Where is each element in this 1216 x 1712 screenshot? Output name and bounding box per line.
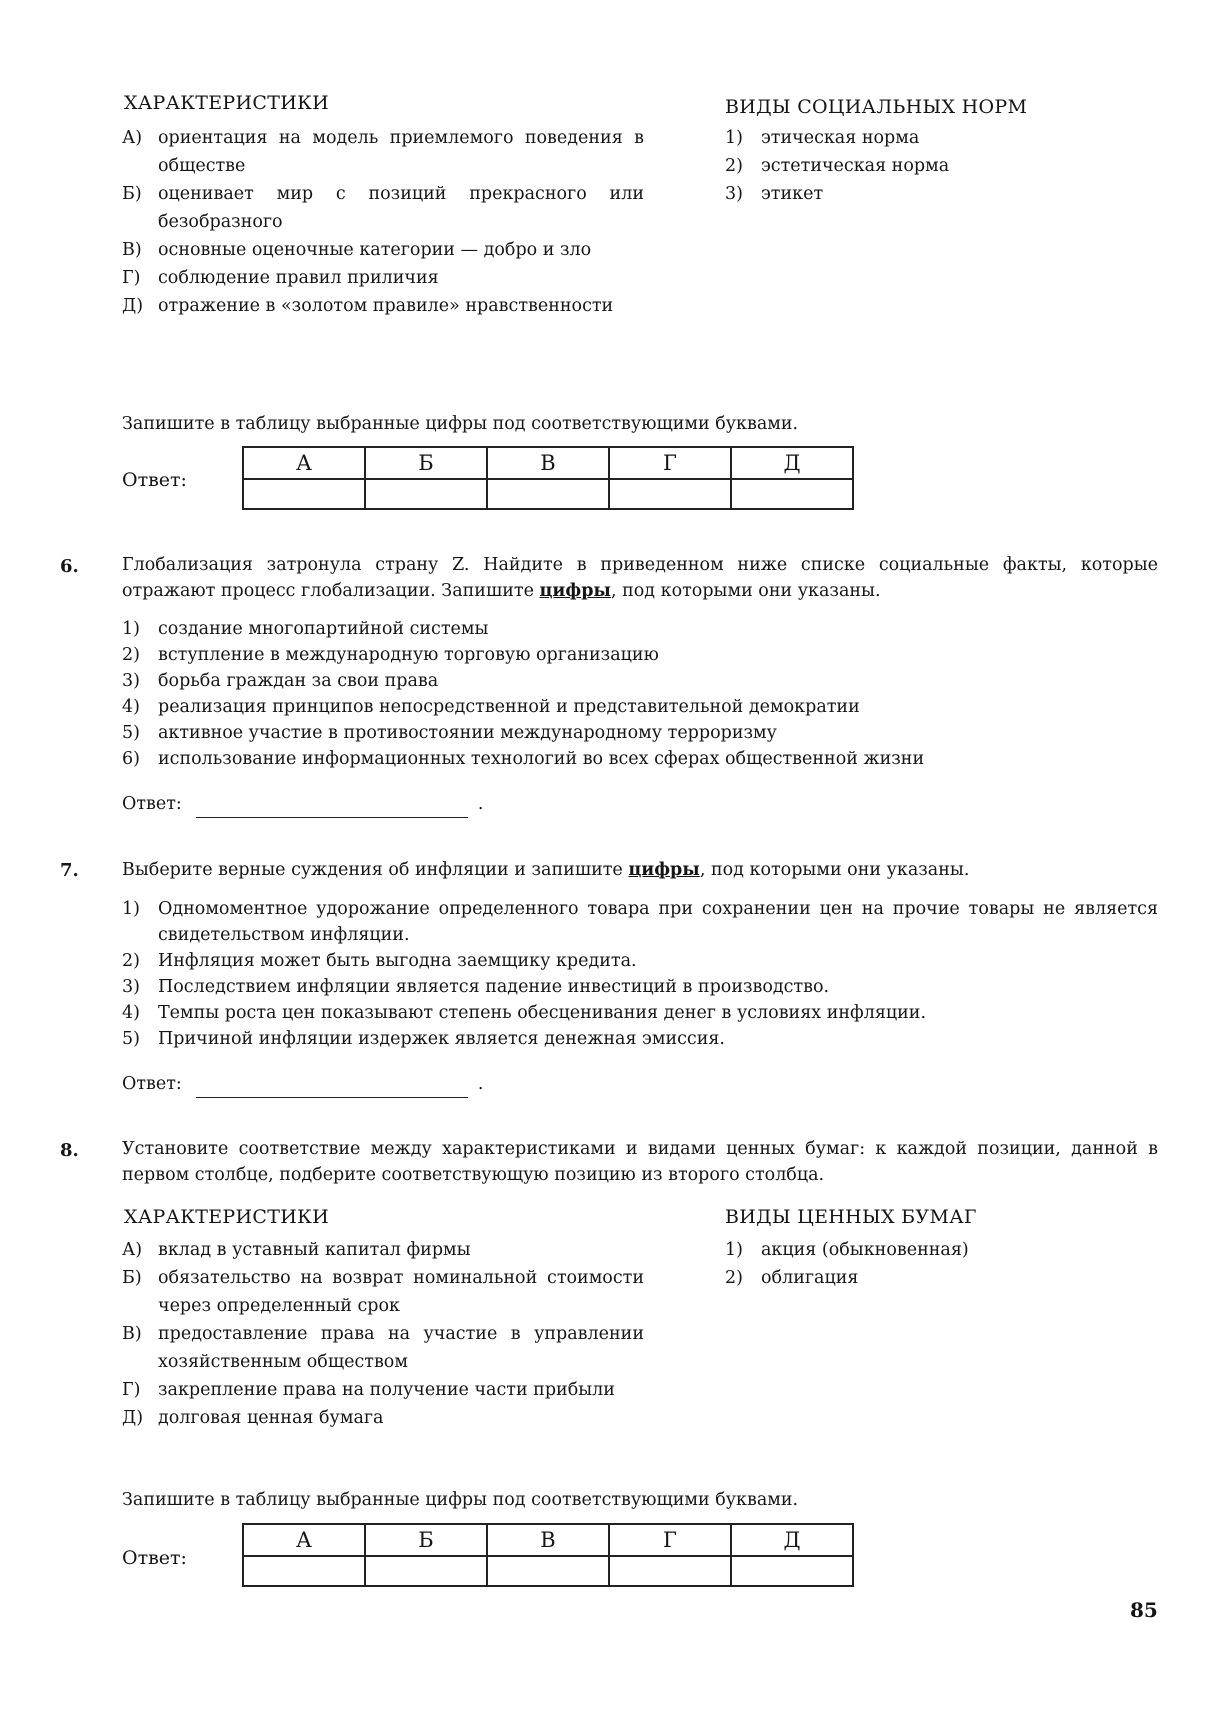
- answer-cell[interactable]: [365, 479, 487, 509]
- list-item: А) вклад в уставный капитал фирмы: [122, 1240, 471, 1260]
- task7-answer-row: Ответ: .: [122, 1070, 483, 1098]
- answer-cell[interactable]: [487, 479, 609, 509]
- task7-number: 7.: [60, 860, 79, 881]
- task6-question: Глобализация затронула страну Z. Найдите в приведенном ниже списке социальные факты, которые отражают процесс глобализации. Запишите цифры, под которыми они указаны.: [122, 555, 1158, 601]
- answer-cell[interactable]: [243, 1556, 365, 1586]
- answer-letter: Г: [609, 1524, 731, 1556]
- list-item: 5) Причиной инфляции издержек является денежная эмиссия.: [122, 1029, 725, 1049]
- list-item: Д) долговая ценная бумага: [122, 1408, 384, 1428]
- answer-cell[interactable]: [365, 1556, 487, 1586]
- task5-instruction: Запишите в таблицу выбранные цифры под соответствующими буквами.: [122, 414, 799, 434]
- list-item: Г) закрепление права на получение части прибыли: [122, 1380, 615, 1400]
- list-item: Г) соблюдение правил приличия: [122, 268, 439, 288]
- list-item: Б) оценивает мир с позиций прекрасного или безобразного: [122, 184, 644, 232]
- list-item: 6) использование информационных технологий во всех сферах общественной жизни: [122, 749, 925, 769]
- task8-number: 8.: [60, 1140, 79, 1161]
- answer-cell[interactable]: [609, 1556, 731, 1586]
- answer-letter: Д: [731, 1524, 853, 1556]
- task7-answer-label: Ответ:: [122, 1074, 182, 1094]
- task5-answer-label: Ответ:: [122, 469, 187, 491]
- answer-letter: В: [487, 447, 609, 479]
- task5-characteristics-list: [122, 124, 644, 320]
- task6-answer-label: Ответ:: [122, 794, 182, 814]
- answer-letter: Д: [731, 447, 853, 479]
- list-item: А) ориентация на модель приемлемого поведения в обществе: [122, 128, 644, 176]
- task8-right-heading: ВИДЫ ЦЕННЫХ БУМАГ: [725, 1206, 977, 1228]
- task8-answer-label: Ответ:: [122, 1547, 187, 1569]
- task7-options-list: [122, 896, 1158, 1052]
- list-item: 1) этическая норма: [725, 128, 920, 148]
- list-item: 1) Одномоментное удорожание определенного товара при сохранении цен на прочие товары не является свидетельством инфляции.: [122, 899, 1158, 945]
- task5-types-list: [725, 124, 1145, 208]
- task6-answer-row: Ответ: .: [122, 790, 483, 818]
- task8-types-list: [725, 1236, 1145, 1292]
- answer-letter: Б: [365, 1524, 487, 1556]
- answer-cell[interactable]: [609, 479, 731, 509]
- task8-left-heading: ХАРАКТЕРИСТИКИ: [124, 1206, 329, 1228]
- list-item: В) основные оценочные категории — добро и зло: [122, 240, 592, 260]
- task8-instruction: Запишите в таблицу выбранные цифры под соответствующими буквами.: [122, 1490, 799, 1510]
- list-item: В) предоставление права на участие в управлении хозяйственным обществом: [122, 1324, 644, 1372]
- answer-cell[interactable]: [243, 479, 365, 509]
- list-item: 1) создание многопартийной системы: [122, 619, 489, 639]
- task7-answer-line[interactable]: [196, 1079, 468, 1098]
- list-item: 2) эстетическая норма: [725, 156, 950, 176]
- answer-letter: А: [243, 447, 365, 479]
- task5-right-heading: ВИДЫ СОЦИАЛЬНЫХ НОРМ: [725, 96, 1028, 118]
- answer-letter: А: [243, 1524, 365, 1556]
- answer-letter: В: [487, 1524, 609, 1556]
- answer-letter: Г: [609, 447, 731, 479]
- task5-answer-table: [242, 446, 854, 510]
- task5-left-heading: ХАРАКТЕРИСТИКИ: [124, 92, 329, 114]
- task8-question: Установите соответствие между характеристиками и видами ценных бумаг: к каждой позиции, данной в первом столбце, подберите соответствующую позицию из второго столбца.: [122, 1139, 1158, 1185]
- task8-characteristics-list: [122, 1236, 644, 1432]
- list-item: 2) облигация: [725, 1268, 859, 1288]
- answer-cell[interactable]: [487, 1556, 609, 1586]
- answer-letter: Б: [365, 447, 487, 479]
- list-item: 3) этикет: [725, 184, 824, 204]
- list-item: 3) борьба граждан за свои права: [122, 671, 439, 691]
- task6-answer-line[interactable]: [196, 799, 468, 818]
- task8-answer-table: [242, 1523, 854, 1587]
- list-item: 1) акция (обыкновенная): [725, 1240, 969, 1260]
- list-item: 4) Темпы роста цен показывают степень обесценивания денег в условиях инфляции.: [122, 1003, 927, 1023]
- answer-cell[interactable]: [731, 479, 853, 509]
- list-item: 2) Инфляция может быть выгодна заемщику кредита.: [122, 951, 637, 971]
- list-item: 2) вступление в международную торговую организацию: [122, 645, 659, 665]
- task6-options-list: [122, 616, 1158, 772]
- list-item: 5) активное участие в противостоянии международному терроризму: [122, 723, 777, 743]
- list-item: Д) отражение в «золотом правиле» нравственности: [122, 296, 614, 316]
- list-item: 3) Последствием инфляции является падение инвестиций в производство.: [122, 977, 830, 997]
- list-item: 4) реализация принципов непосредственной и представительной демократии: [122, 697, 860, 717]
- task7-question: Выберите верные суждения об инфляции и запишите цифры, под которыми они указаны.: [122, 860, 970, 880]
- task6-number: 6.: [60, 556, 79, 577]
- page-number: 85: [1130, 1598, 1158, 1622]
- list-item: Б) обязательство на возврат номинальной стоимости через определенный срок: [122, 1268, 644, 1316]
- answer-cell[interactable]: [731, 1556, 853, 1586]
